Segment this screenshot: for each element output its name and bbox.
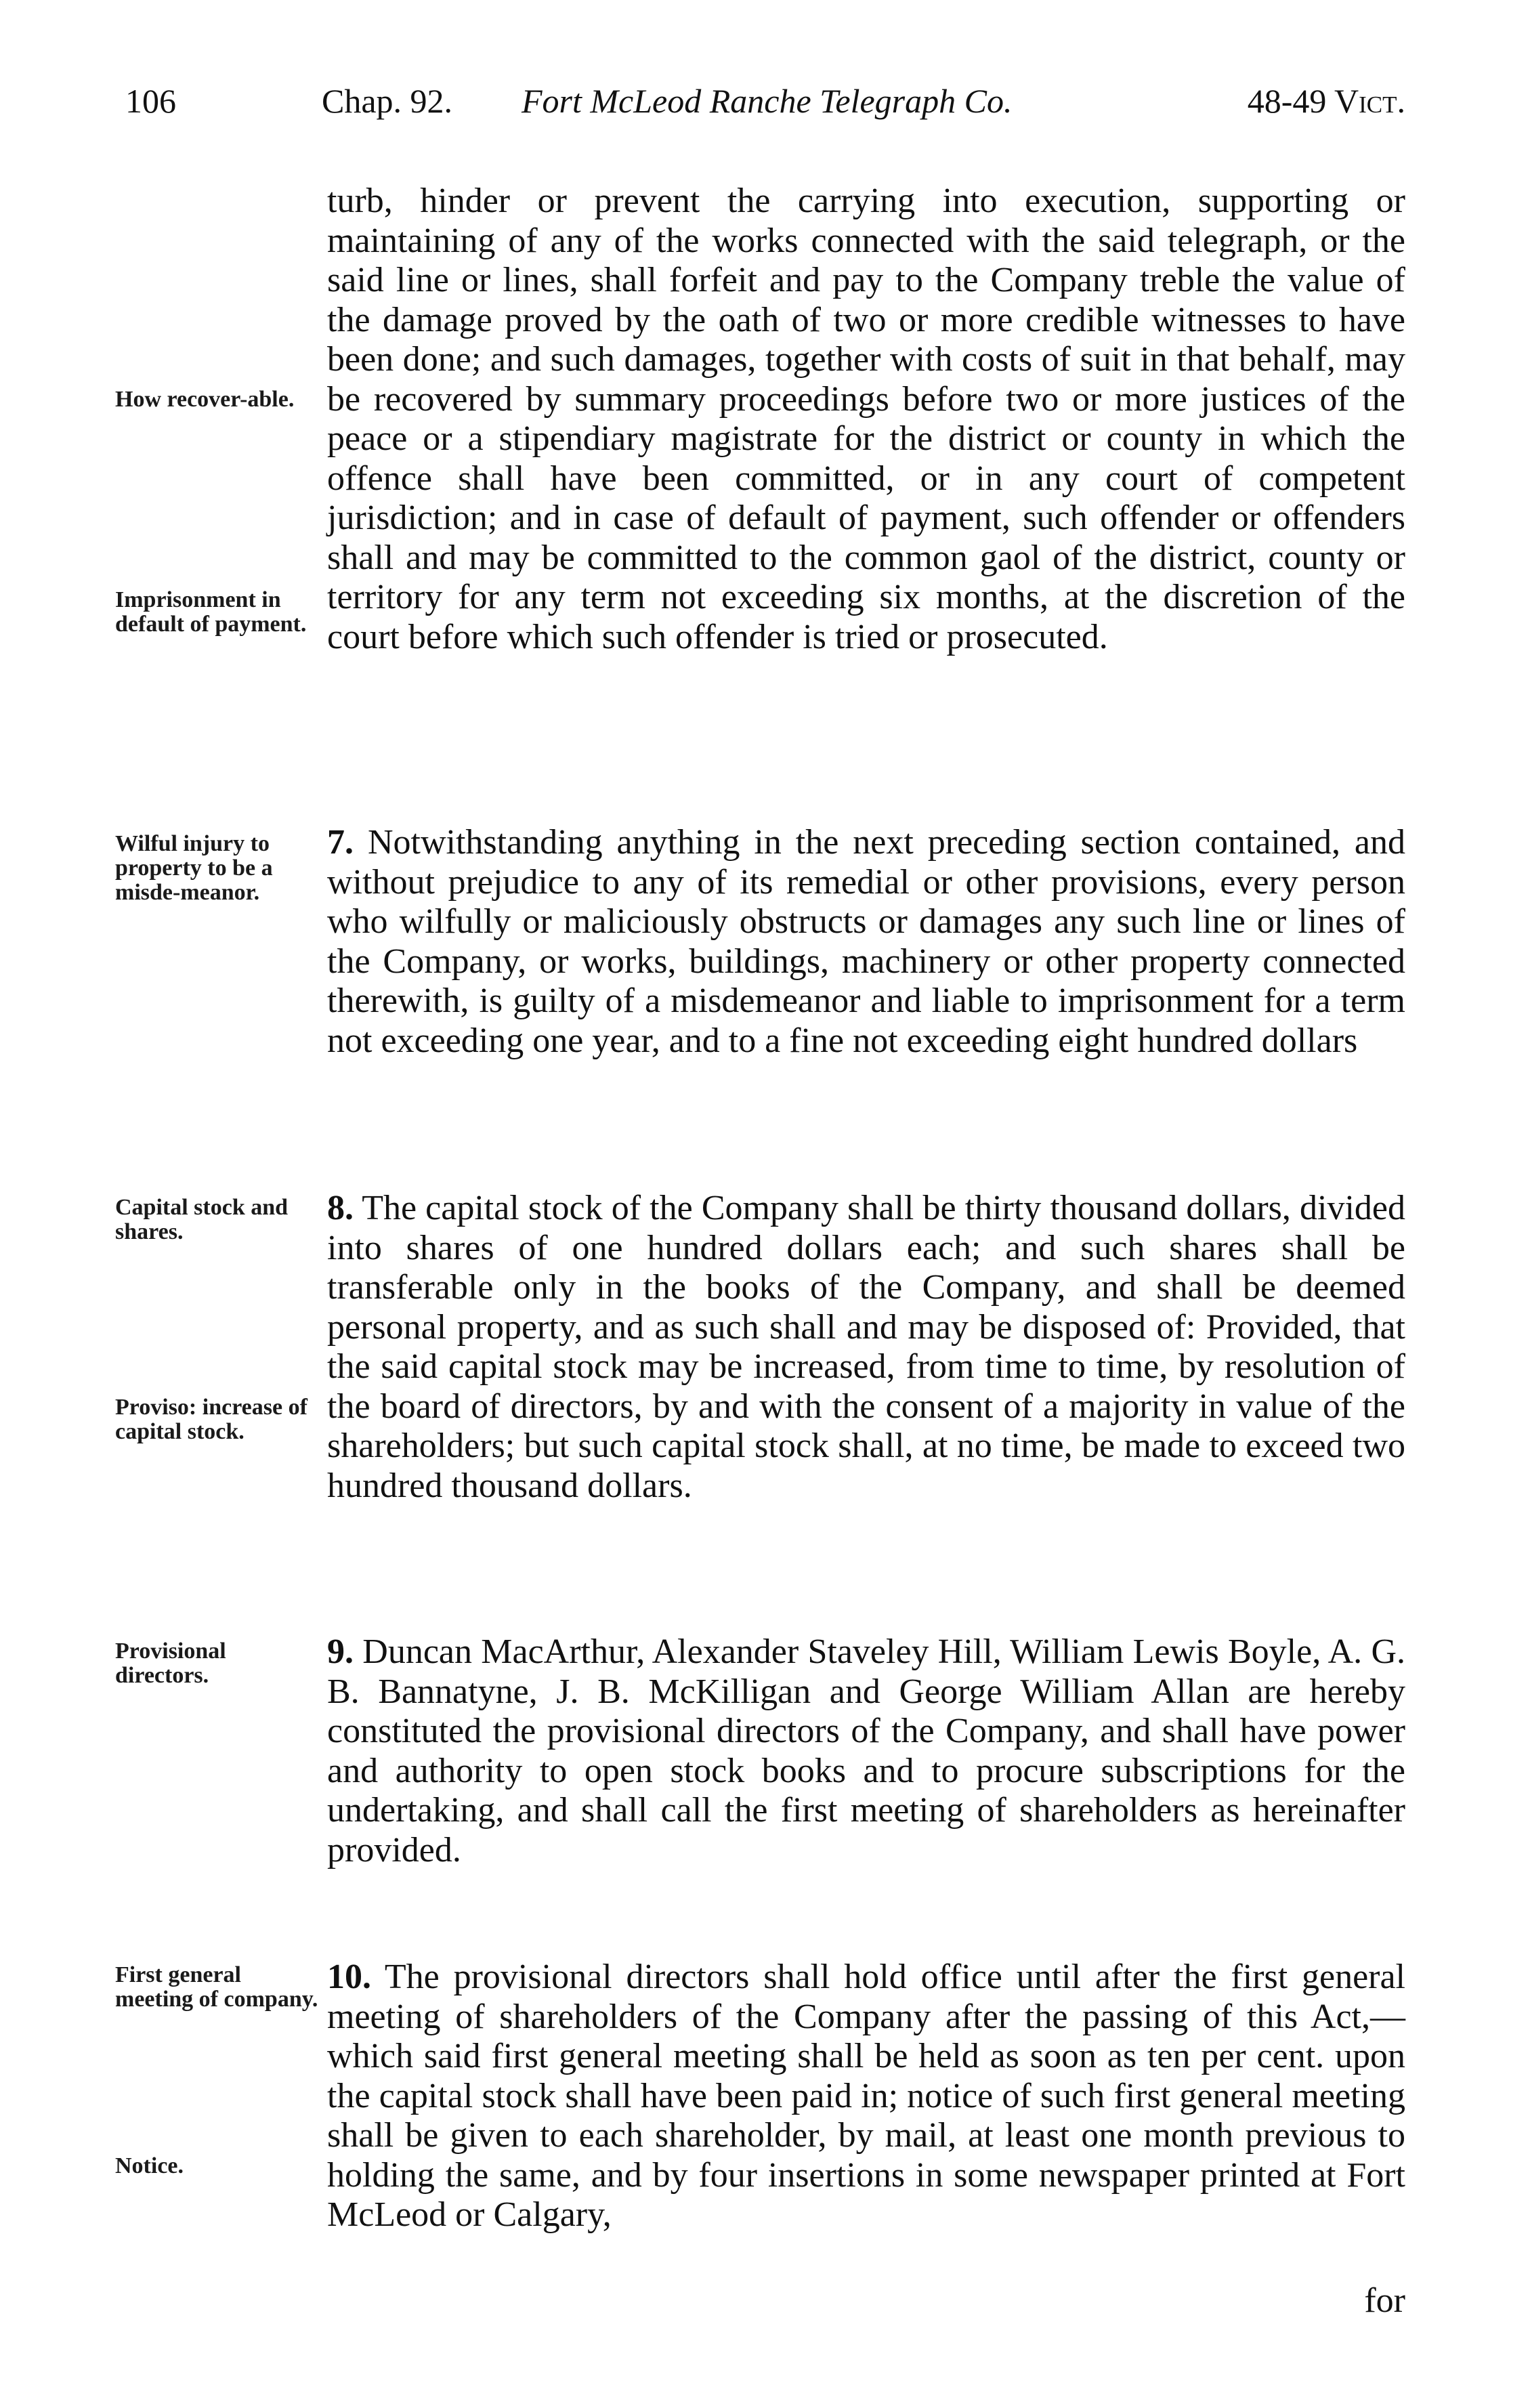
margin-note-first-general-meeting: First general meeting of company. xyxy=(115,1962,318,2012)
section-7-text: Notwithstanding anything in the next preceding section contained, and without prejudice to any of its remedial or other provisions, every person who wilfully or maliciously obstructs or damages any such line or lines of the Company, or works, buildings, machinery or other property connected therewith, is guilty of a misdemeanor and liable to imprisonment for a term not exceeding one year, and to a fine not exceeding eight hundred dollars xyxy=(327,823,1405,1060)
section-10-number: 10. xyxy=(327,1958,371,1996)
section-8-text: The capital stock of the Company shall be thirty thousand dollars, divided into shares of one hundred dollars each; and such shares shall be transferable only in the books of the Company, and shall be deemed personal property, and as such shall and may be disposed of: Provided, that the said capital stock may be increased, from time to time, by resolution of the board of directors, by and with the consent of a majority in value of the shareholders; but such capital stock shall, at no time, be made to exceed two hundred thousand dollars. xyxy=(327,1189,1405,1505)
chapter-label: Chap. 92. xyxy=(322,82,453,120)
margin-note-imprisonment: Imprisonment in default of payment. xyxy=(115,587,307,637)
page-number: 106 xyxy=(125,82,176,120)
running-header xyxy=(125,81,1405,142)
margin-note-provisional-directors: Provisional directors. xyxy=(115,1639,226,1688)
margin-note-capital-stock: Capital stock and shares. xyxy=(115,1195,289,1244)
regnal-years: 48-49 Vict. xyxy=(1247,82,1405,120)
section-8-number: 8. xyxy=(327,1189,354,1227)
running-title: Fort McLeod Ranche Telegraph Co. xyxy=(522,82,1013,120)
section-7 xyxy=(327,823,1405,1061)
continuation-paragraph xyxy=(327,182,1405,657)
section-7-number: 7. xyxy=(327,823,354,862)
catchword-line xyxy=(327,2281,1405,2322)
margin-note-wilful-injury: Wilful injury to property to be a misde-meanor. xyxy=(115,831,273,905)
section-9 xyxy=(327,1632,1405,1870)
section-9-number: 9. xyxy=(327,1632,354,1671)
section-10-text: The provisional directors shall hold office until after the first general meeting of shareholders of the Company after the passing of this Act,—which said first general meeting shall be held as soon as ten per cent. upon the capital stock shall have been paid in; notice of such first general meeting shall be given to each shareholder, by mail, at least one month previous to holding the same, and by four insertions in some newspaper printed at Fort McLeod or Calgary, xyxy=(327,1958,1406,2234)
section-8 xyxy=(327,1189,1405,1506)
catchword: for xyxy=(1364,2281,1405,2320)
margin-note-notice: Notice. xyxy=(115,2153,184,2178)
margin-note-proviso: Proviso: increase of capital stock. xyxy=(115,1395,307,1444)
section-10 xyxy=(327,1958,1405,2235)
continuation-text: turb, hinder or prevent the carrying into execution, supporting or maintaining of any of the works connected with the said telegraph, or the said line or lines, shall forfeit and pay to the Company treble the value of the damage proved by the oath of two or more credible witnesses to have been done; and such damages, together with costs of suit in that behalf, may be recovered by summary proceedings before two or more justices of the peace or a stipendiary magistrate for the district or county in which the offence shall have been committed, or in any court of competent jurisdiction; and in case of default of payment, such offender or offenders shall and may be committed to the common gaol of the district, county or territory for any term not exceeding six months, at the discretion of the court before which such offender is tried or prosecuted. xyxy=(327,182,1405,656)
margin-note-how-recoverable: How recover-able. xyxy=(115,387,295,412)
section-9-text: Duncan MacArthur, Alexander Staveley Hill, William Lewis Boyle, A. G. B. Bannatyne, J. B. McKilligan and George William Allan are hereby constituted the provisional directors of the Company, and shall have power and authority to open stock books and to procure subscriptions for the undertaking, and shall call the first meeting of shareholders as hereinafter provided. xyxy=(327,1632,1405,1870)
